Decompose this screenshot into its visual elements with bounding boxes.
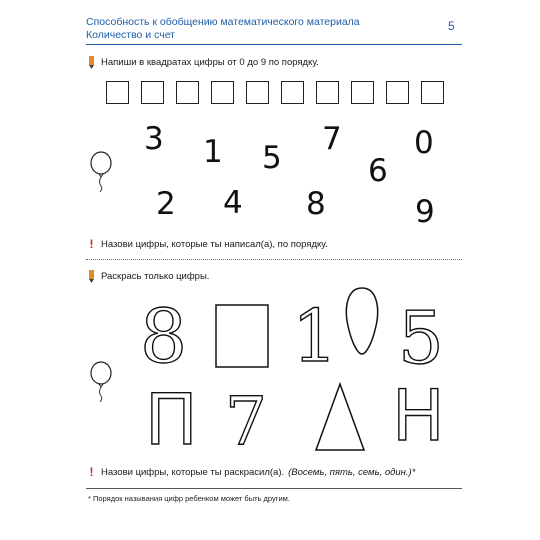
outline-digit-5[interactable]: 5 xyxy=(398,296,444,380)
handwritten-digit: 0 xyxy=(414,125,434,161)
answer-box[interactable] xyxy=(386,81,409,104)
outline-digit-7[interactable]: 7 xyxy=(225,383,267,460)
outline-digit-8[interactable]: 8 xyxy=(140,294,188,380)
task1-text: Напиши в квадратах цифры от 0 до 9 по порядку. xyxy=(101,56,319,68)
section-divider xyxy=(86,259,462,260)
answer-box[interactable] xyxy=(211,81,234,104)
footnote: * Порядок называния цифр ребенком может быть другим. xyxy=(88,494,290,503)
answer-box[interactable] xyxy=(421,81,444,104)
balloon-icon xyxy=(90,150,114,192)
task2-answer: (Восемь, пять, семь, один.)* xyxy=(288,466,416,478)
footnote-divider xyxy=(86,488,462,489)
task1-instruction xyxy=(88,56,319,68)
handwritten-digit: 8 xyxy=(306,186,326,222)
outline-square[interactable] xyxy=(214,303,270,369)
outline-oval[interactable] xyxy=(343,286,381,356)
outline-triangle[interactable] xyxy=(314,382,366,452)
handwritten-digit: 1 xyxy=(203,134,223,170)
answer-box[interactable] xyxy=(281,81,304,104)
outline-letter-pe[interactable]: П xyxy=(145,379,198,461)
handwritten-digit: 5 xyxy=(262,140,282,176)
balloon-icon xyxy=(90,360,114,402)
answer-box[interactable] xyxy=(316,81,339,104)
handwritten-digit: 4 xyxy=(223,185,243,221)
exclamation-icon: ! xyxy=(89,237,94,251)
task1-note xyxy=(88,238,328,250)
outline-letter-en[interactable]: Н xyxy=(392,375,445,457)
header-divider xyxy=(86,44,462,45)
page-header xyxy=(86,16,458,42)
outline-digit-1[interactable]: 1 xyxy=(292,294,338,378)
handwritten-digit: 2 xyxy=(156,186,176,222)
handwritten-digit: 6 xyxy=(368,153,388,189)
handwritten-digit: 9 xyxy=(415,194,435,230)
answer-box[interactable] xyxy=(351,81,374,104)
task2-note xyxy=(88,466,415,478)
task2-instruction xyxy=(88,270,209,282)
task1-note-text: Назови цифры, которые ты написал(а), по порядку. xyxy=(101,238,328,250)
handwritten-digit: 7 xyxy=(322,121,342,157)
task2-note-text: Назови цифры, которые ты раскрасил(а). xyxy=(101,466,285,478)
header-subtitle: Количество и счет xyxy=(86,29,175,41)
task2-text: Раскрась только цифры. xyxy=(101,270,210,282)
pencil-icon xyxy=(88,56,95,68)
page-number: 5 xyxy=(448,19,455,33)
answer-box[interactable] xyxy=(246,81,269,104)
answer-boxes xyxy=(106,81,444,104)
pencil-icon xyxy=(88,270,95,282)
answer-box[interactable] xyxy=(176,81,199,104)
answer-box[interactable] xyxy=(106,81,129,104)
exclamation-icon: ! xyxy=(89,465,94,479)
answer-box[interactable] xyxy=(141,81,164,104)
handwritten-digit: 3 xyxy=(144,121,164,157)
header-title: Способность к обобщению математического материала xyxy=(86,16,360,28)
